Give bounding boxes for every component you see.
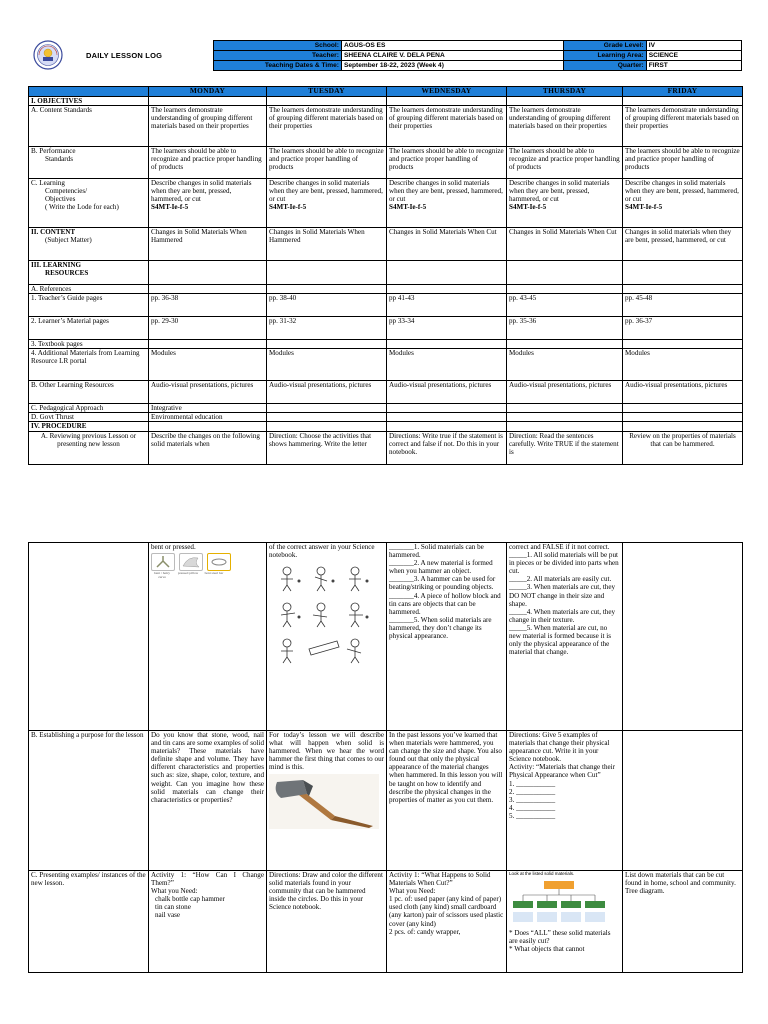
lm-wed: pp 33-34 (387, 317, 507, 340)
lesson-table-page-2 (28, 542, 743, 973)
review-thu-continued (507, 543, 623, 731)
purpose-fri (623, 731, 743, 871)
pedagogical-row (29, 404, 743, 413)
review-mon-continued: bent or pressed. bent / hairy curve pressed pillow bent steel bar (149, 543, 267, 731)
quarter-label: Quarter: (563, 61, 646, 71)
govt-thrust-row (29, 413, 743, 422)
content-mon: Changes in Solid Materials When Hammered (149, 228, 267, 261)
teacher-label: Teacher: (214, 51, 342, 61)
true-false-item: _____2. All materials are easily cut. (509, 575, 612, 584)
examples-thu: Look at the listed solid materials. * Does “ALL” these solid materials are easily cut? * What objects that cannot (507, 871, 623, 973)
other-thu: Audio-visual presentations, pictures (507, 381, 623, 404)
purpose-label: B. Establishing a purpose for the lesson (29, 731, 149, 871)
review-continued-label (29, 543, 149, 731)
blank-line[interactable]: 4. ___________ (509, 803, 556, 812)
content-standards-fri: The learners demonstrate understanding of grouping different materials based on their properties (623, 106, 743, 147)
objectives-heading-row (29, 97, 743, 106)
textbook-label: 3. Textbook pages (29, 340, 149, 349)
objectives-heading: I. OBJECTIVES (29, 97, 149, 106)
competencies-wed: Describe changes in solid materials when they are bent, pressed, hammered, or cut S4MT-Ie-f-5 (387, 179, 507, 228)
procedure-heading-row (29, 422, 743, 431)
learning-area-value: SCIENCE (646, 51, 741, 61)
competencies-mon: Describe changes in solid materials when they are bent, pressed, hammered, or cut S4MT-Ie-f-5 (149, 179, 267, 228)
teachers-guide-row (29, 294, 743, 317)
true-false-item: _______2. A new material is formed when you hammer an object. (389, 559, 493, 576)
lm-thu: pp. 35-36 (507, 317, 623, 340)
lesson-log-header (28, 40, 742, 72)
add-fri: Modules (623, 349, 743, 381)
other-resources-label: B. Other Learning Resources (29, 381, 149, 404)
hammer-picture (269, 774, 379, 829)
examples-fri: List down materials that can be cut found in home, school and community. Tree diagram. (623, 871, 743, 973)
tg-tue: pp. 38-40 (267, 294, 387, 317)
bent-object-picture (151, 553, 175, 571)
teacher-value: SHEENA CLAIRE V. DELA PENA (341, 51, 563, 61)
competencies-label: C. Learning Competencies/ Objectives ( Write the Lode for each) (29, 179, 149, 228)
review-tue-continued: of the correct answer in your Science notebook. (267, 543, 387, 731)
tg-mon: pp. 36-38 (149, 294, 267, 317)
true-false-item: _______5. When solid materials are hammered, they don’t change its physical appearance. (389, 615, 492, 641)
performance-wed: The learners should be able to recognize and practice proper handling of products (387, 147, 507, 179)
true-false-item: _______4. A piece of hollow block and tin cans are objects that can be hammered. (389, 591, 501, 616)
true-false-item: _______3. A hammer can be used for beating/striking or pounding objects. (389, 575, 496, 592)
learners-material-row (29, 317, 743, 340)
examples-row (29, 871, 743, 973)
blank-line[interactable]: 2. ___________ (509, 787, 556, 796)
deped-seal-icon (33, 40, 63, 70)
teaching-dates-label: Teaching Dates & Time: (214, 61, 342, 71)
tg-thu: pp. 43-45 (507, 294, 623, 317)
content-row (29, 228, 743, 261)
review-wed-continued (387, 543, 507, 731)
review-mon: Describe the changes on the following solid materials when (149, 431, 267, 464)
additional-materials-row (29, 349, 743, 381)
grade-level-label: Grade Level: (563, 41, 646, 51)
pedagogical-label: C. Pedagogical Approach (29, 404, 149, 413)
review-fri: Review on the properties of materials that can be hammered. (623, 431, 743, 464)
quarter-value: FIRST (646, 61, 741, 71)
true-false-item: _____1. All solid materials will be put in pieces or be divided into parts when cut. (509, 551, 619, 576)
other-mon: Audio-visual presentations, pictures (149, 381, 267, 404)
solid-materials-tree-diagram (509, 879, 609, 927)
purpose-tue: For today’s lesson we will describe what will happen when solid is hammered. When we hear the word hammer the first thing that comes to our mind is this. (267, 731, 387, 871)
examples-label: C. Presenting examples/ instances of the new lesson. (29, 871, 149, 973)
other-wed: Audio-visual presentations, pictures (387, 381, 507, 404)
content-wed: Changes in Solid Materials When Cut (387, 228, 507, 261)
content-fri: Changes in solid materials when they are bent, pressed, hammered, or cut (623, 228, 743, 261)
review-row (29, 431, 743, 464)
additional-materials-label: 4. Additional Materials from Learning Resource LR portal (29, 349, 149, 381)
bent-pressed-pictures (151, 553, 264, 571)
learners-material-label: 2. Learner’s Material pages (29, 317, 149, 340)
content-standards-thu: The learners demonstrate understanding of grouping different materials based on their properties (507, 106, 623, 147)
school-value: AGUS-OS ES (341, 41, 563, 51)
examples-mon: Activity 1: “How Can I Change Them?” What you Need: chalk bottle cap hammer tin can stone nail vase (149, 871, 267, 973)
pedagogical-value: Integrative (149, 404, 267, 413)
school-info-table (213, 40, 742, 71)
performance-mon: The learners should be able to recognize and practice proper handling of products (149, 147, 267, 179)
learning-resources-heading: III. LEARNING RESOURCES (29, 261, 149, 285)
learning-area-label: Learning Area: (563, 51, 646, 61)
purpose-row (29, 731, 743, 871)
purpose-thu: Directions: Give 5 examples of materials that change their physical appearance cut. Write it in your Science notebook. Activity: “Materials that change their Physical Appearance when Cut” 1. ___________ 2. ___________ 3. ___________ 4. ___________ 5. ___________ (507, 731, 623, 871)
true-false-item: correct and FALSE if it not correct. (509, 543, 610, 551)
content-standards-mon: The learners demonstrate understanding of grouping different materials based on their properties (149, 106, 267, 147)
lm-tue: pp. 31-32 (267, 317, 387, 340)
review-thu: Direction: Read the sentences carefully. Write TRUE if the statement is (507, 431, 623, 464)
performance-thu: The learners should be able to recognize and practice proper handling of products (507, 147, 623, 179)
school-label: School: (214, 41, 342, 51)
content-standards-wed: The learners demonstrate understanding of grouping different materials based on their properties (387, 106, 507, 147)
performance-fri: The learners should be able to recognize and practice proper handling of products (623, 147, 743, 179)
hammering-activities-illustration (269, 561, 381, 671)
day-header-row (29, 87, 743, 97)
add-wed: Modules (387, 349, 507, 381)
day-tuesday: TUESDAY (267, 87, 387, 97)
teaching-dates-value: September 18-22, 2023 (Week 4) (341, 61, 563, 71)
lm-mon: pp. 29-30 (149, 317, 267, 340)
other-fri: Audio-visual presentations, pictures (623, 381, 743, 404)
review-fri-continued (623, 543, 743, 731)
references-label: A. References (29, 285, 149, 294)
learning-resources-row (29, 261, 743, 285)
blank-line[interactable]: 1. ___________ (509, 779, 556, 788)
true-false-item: _______1. Solid materials can be hammered. (389, 543, 484, 560)
examples-wed: Activity 1: “What Happens to Solid Materials When Cut?” What you Need: 1 pc. of: used paper (any kind of paper) used cloth (any kind) small cardboard (any karton) pair of scissors used plastic cover (any kind) 2 pcs. of: candy wrapper, (387, 871, 507, 973)
content-standards-label: A. Content Standards (29, 106, 149, 147)
review-continued-row (29, 543, 743, 731)
performance-tue: The learners should be able to recognize and practice proper handling of products (267, 147, 387, 179)
teachers-guide-label: 1. Teacher’s Guide pages (29, 294, 149, 317)
blank-line[interactable]: 3. ___________ (509, 795, 556, 804)
references-row (29, 285, 743, 294)
true-false-item: _____4. When materials are cut, they change in their texture. (509, 607, 616, 624)
document-title: DAILY LESSON LOG (86, 51, 163, 60)
add-tue: Modules (267, 349, 387, 381)
day-thursday: THURSDAY (507, 87, 623, 97)
blank-cell (29, 87, 149, 97)
examples-tue: Directions: Draw and color the different solid materials found in your community that can be hammered inside the circles. Do this in your Science notebook. (267, 871, 387, 973)
content-standards-row (29, 106, 743, 147)
day-wednesday: WEDNESDAY (387, 87, 507, 97)
review-tue: Direction: Choose the activities that shows hammering. Write the letter (267, 431, 387, 464)
content-label: II. CONTENT (Subject Matter) (29, 228, 149, 261)
other-resources-row (29, 381, 743, 404)
true-false-item: _____5. When material are cut, no new material is formed because it is only the physical appearance of the material that change. (509, 623, 612, 657)
blank-line[interactable]: 5. ___________ (509, 811, 556, 820)
lm-fri: pp. 36-37 (623, 317, 743, 340)
competencies-tue: Describe changes in solid materials when they are bent, pressed, hammered, or cut S4MT-Ie-f-5 (267, 179, 387, 228)
tg-fri: pp. 45-48 (623, 294, 743, 317)
competencies-row (29, 179, 743, 228)
pressed-pillow-picture (179, 553, 203, 571)
picture-caption: bent steel bar (204, 571, 224, 576)
day-monday: MONDAY (149, 87, 267, 97)
other-tue: Audio-visual presentations, pictures (267, 381, 387, 404)
content-standards-tue: The learners demonstrate understanding of grouping different materials based on their properties (267, 106, 387, 147)
tree-caption: Look at the listed solid materials. (509, 871, 575, 876)
content-thu: Changes in Solid Materials When Cut (507, 228, 623, 261)
picture-caption: pressed pillow (177, 571, 199, 576)
add-thu: Modules (507, 349, 623, 381)
lesson-table-page-1 (28, 86, 743, 465)
purpose-mon: Do you know that stone, wood, nail and tin cans are some examples of solid materials? These materials have definite shape and volume. They have different characteristics and properties such as: size, shape, color, texture, and weight. Can you imagine how these solid materials can change their characteristics or properties? (149, 731, 267, 871)
performance-standards-label: B. Performance Standards (29, 147, 149, 179)
add-mon: Modules (149, 349, 267, 381)
picture-caption: bent / hairy curve (154, 571, 170, 580)
textbook-row (29, 340, 743, 349)
procedure-heading: IV. PROCEDURE (29, 422, 149, 431)
content-tue: Changes in Solid Materials When Hammered (267, 228, 387, 261)
govt-thrust-label: D. Govt Thrust (29, 413, 149, 422)
day-friday: FRIDAY (623, 87, 743, 97)
competencies-thu: Describe changes in solid materials when they are bent, pressed, hammered, or cut S4MT-Ie-f-5 (507, 179, 623, 228)
true-false-item: _____3. When materials are cut, they DO NOT change in their size and shape. (509, 583, 616, 608)
review-wed: Directions: Write true if the statement is correct and false if not. Do this in your notebook. (387, 431, 507, 464)
grade-level-value: IV (646, 41, 741, 51)
review-label: A. Reviewing previous Lesson or presenting new lesson (29, 431, 149, 464)
purpose-wed: In the past lessons you’ve learned that when materials were hammered, you can change the size and shape. You also found out that only the physical appearance of the material changes when hammered. In this lesson you will be taught on how to identify and describe the physical changes in the properties of matter as you cut them. (387, 731, 507, 871)
performance-standards-row (29, 147, 743, 179)
competencies-fri: Describe changes in solid materials when they are bent, pressed, hammered, or cut S4MT-Ie-f-5 (623, 179, 743, 228)
tg-wed: pp 41-43 (387, 294, 507, 317)
bent-steel-picture (207, 553, 231, 571)
govt-thrust-value: Environmental education (149, 413, 267, 422)
